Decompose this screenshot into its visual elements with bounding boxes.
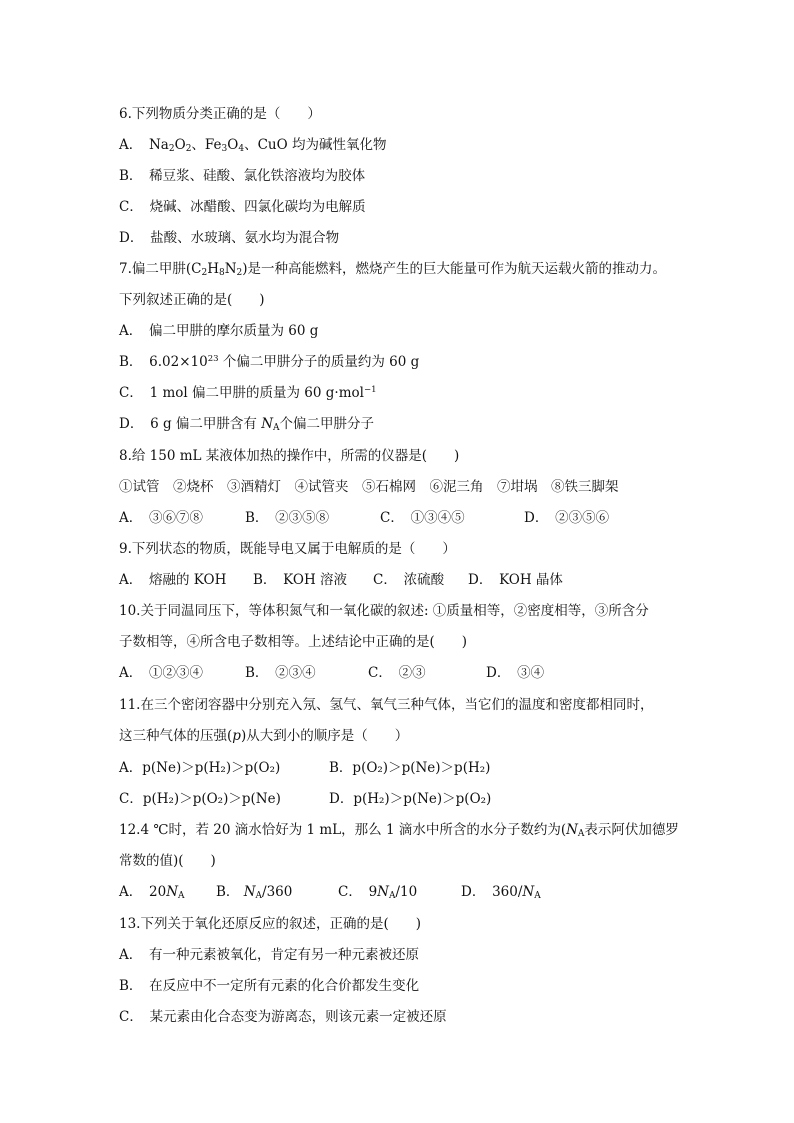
q10-stem: 10.关于同温同压下，等体积氮气和一氧化碳的叙述: ①质量相等，②密度相等，③所含分: [119, 603, 649, 619]
q10-option-a: A． ①②③④: [119, 665, 203, 681]
q10-stem-line2: 子数相等，④所含电子数相等。上述结论中正确的是( ): [119, 634, 468, 650]
q13-option-c: C． 某元素由化合态变为游离态，则该元素一定被还原: [119, 1009, 447, 1025]
q11-option-b: B．p(O₂)＞p(Ne)＞p(H₂): [329, 760, 491, 776]
q12-options: [119, 883, 541, 901]
q11-options-row1: [119, 759, 490, 777]
q13-option-a: A． 有一种元素被氧化，肯定有另一种元素被还原: [119, 947, 419, 963]
q6-option-c: C． 烧碱、冰醋酸、四氯化碳均为电解质: [119, 199, 366, 215]
q12-option-b: B． $N_A/360$: [216, 884, 293, 901]
q7-stem: 7.偏二甲肼$(C_2H_8N_2)$是一种高能燃料，燃烧产生的巨大能量可作为航天运载火箭的推动力。: [119, 261, 667, 278]
q12-option-a: A． $20N_A$: [119, 884, 185, 901]
q11-option-a: A．p(Ne)＞p(H₂)＞p(O₂): [119, 760, 281, 776]
q10-option-b: B． ②③④: [245, 665, 316, 681]
q11-stem: 11.在三个密闭容器中分别充入氖、氢气、氧气三种气体，当它们的温度和密度都相同时，: [119, 697, 654, 713]
q8-option-d: D． ②③⑤⑥: [524, 510, 610, 526]
q9-option-a: A． 熔融的 KOH: [119, 572, 227, 588]
q13-stem: 13.下列关于氧化还原反应的叙述，正确的是( ): [119, 916, 422, 932]
q8-stem: 8.给 150 mL 某液体加热的操作中，所需的仪器是( ): [119, 448, 460, 464]
q7-stem-line2: 下列叙述正确的是( ): [119, 292, 265, 308]
q12-stem-line2: 常数的值)( ): [119, 853, 216, 869]
q7-option-d: D． 6 g 偏二甲肼含有 $N_A$个偏二甲肼分子: [119, 416, 374, 433]
q7-option-a: A． 偏二甲肼的摩尔质量为 60 g: [119, 323, 319, 339]
q13-option-b: B． 在反应中不一定所有元素的化合价都发生变化: [119, 978, 420, 994]
q7-option-b: B． $6.02\times 10^{23}$ 个偏二甲肼分子的质量约为 60 g: [119, 354, 420, 370]
q10-option-d: D． ③④: [486, 665, 545, 681]
q11-options-row2: [119, 790, 491, 808]
q8-instrument-list: ①试管 ②烧杯 ③酒精灯 ④试管夹 ⑤石棉网 ⑥泥三角 ⑦坩埚 ⑧铁三脚架: [119, 479, 619, 495]
q11-option-d: D．p(H₂)＞p(Ne)＞p(O₂): [329, 791, 492, 807]
q8-option-a: A． ③⑥⑦⑧: [119, 510, 203, 526]
q8-option-c: C． ①③④⑤: [380, 510, 465, 526]
q6-option-b: B． 稀豆浆、硅酸、氯化铁溶液均为胶体: [119, 168, 366, 184]
q8-options: [119, 509, 609, 527]
q9-stem: 9.下列状态的物质，既能导电又属于电解质的是（ ）: [119, 541, 456, 557]
q10-options: [119, 664, 544, 682]
q6-stem: 6.下列物质分类正确的是（ ）: [119, 106, 321, 122]
q7-option-c: C． 1 mol 偏二甲肼的质量为 60 g·mol$^{-1}$: [119, 385, 377, 401]
q10-option-c: C． ②③: [368, 665, 426, 681]
q12-option-c: C． $9N_A/10$: [338, 884, 418, 901]
q12-stem: 12.4 ℃时，若 20 滴水恰好为 1 mL，那么 1 滴水中所含的水分子数约为($N_A$表示阿伏加德罗: [119, 822, 679, 839]
q8-option-b: B． ②③⑤⑧: [245, 510, 330, 526]
q9-options: [119, 571, 563, 589]
q9-option-b: B． KOH 溶液: [253, 572, 348, 588]
q9-option-d: D． KOH 晶体: [468, 572, 563, 588]
q6-option-d: D． 盐酸、水玻璃、氨水均为混合物: [119, 230, 340, 246]
q9-option-c: C． 浓硫酸: [373, 572, 445, 588]
q11-stem-line2: 这三种气体的压强(p)从大到小的顺序是（ ）: [119, 728, 409, 744]
q11-option-c: C．p(H₂)＞p(O₂)＞p(Ne): [119, 791, 281, 807]
q12-option-d: D． $360/N_A$: [461, 884, 541, 901]
q6-option-a: A． $Na_2O_2$、$Fe_3O_4$、CuO 均为碱性氧化物: [119, 137, 387, 154]
